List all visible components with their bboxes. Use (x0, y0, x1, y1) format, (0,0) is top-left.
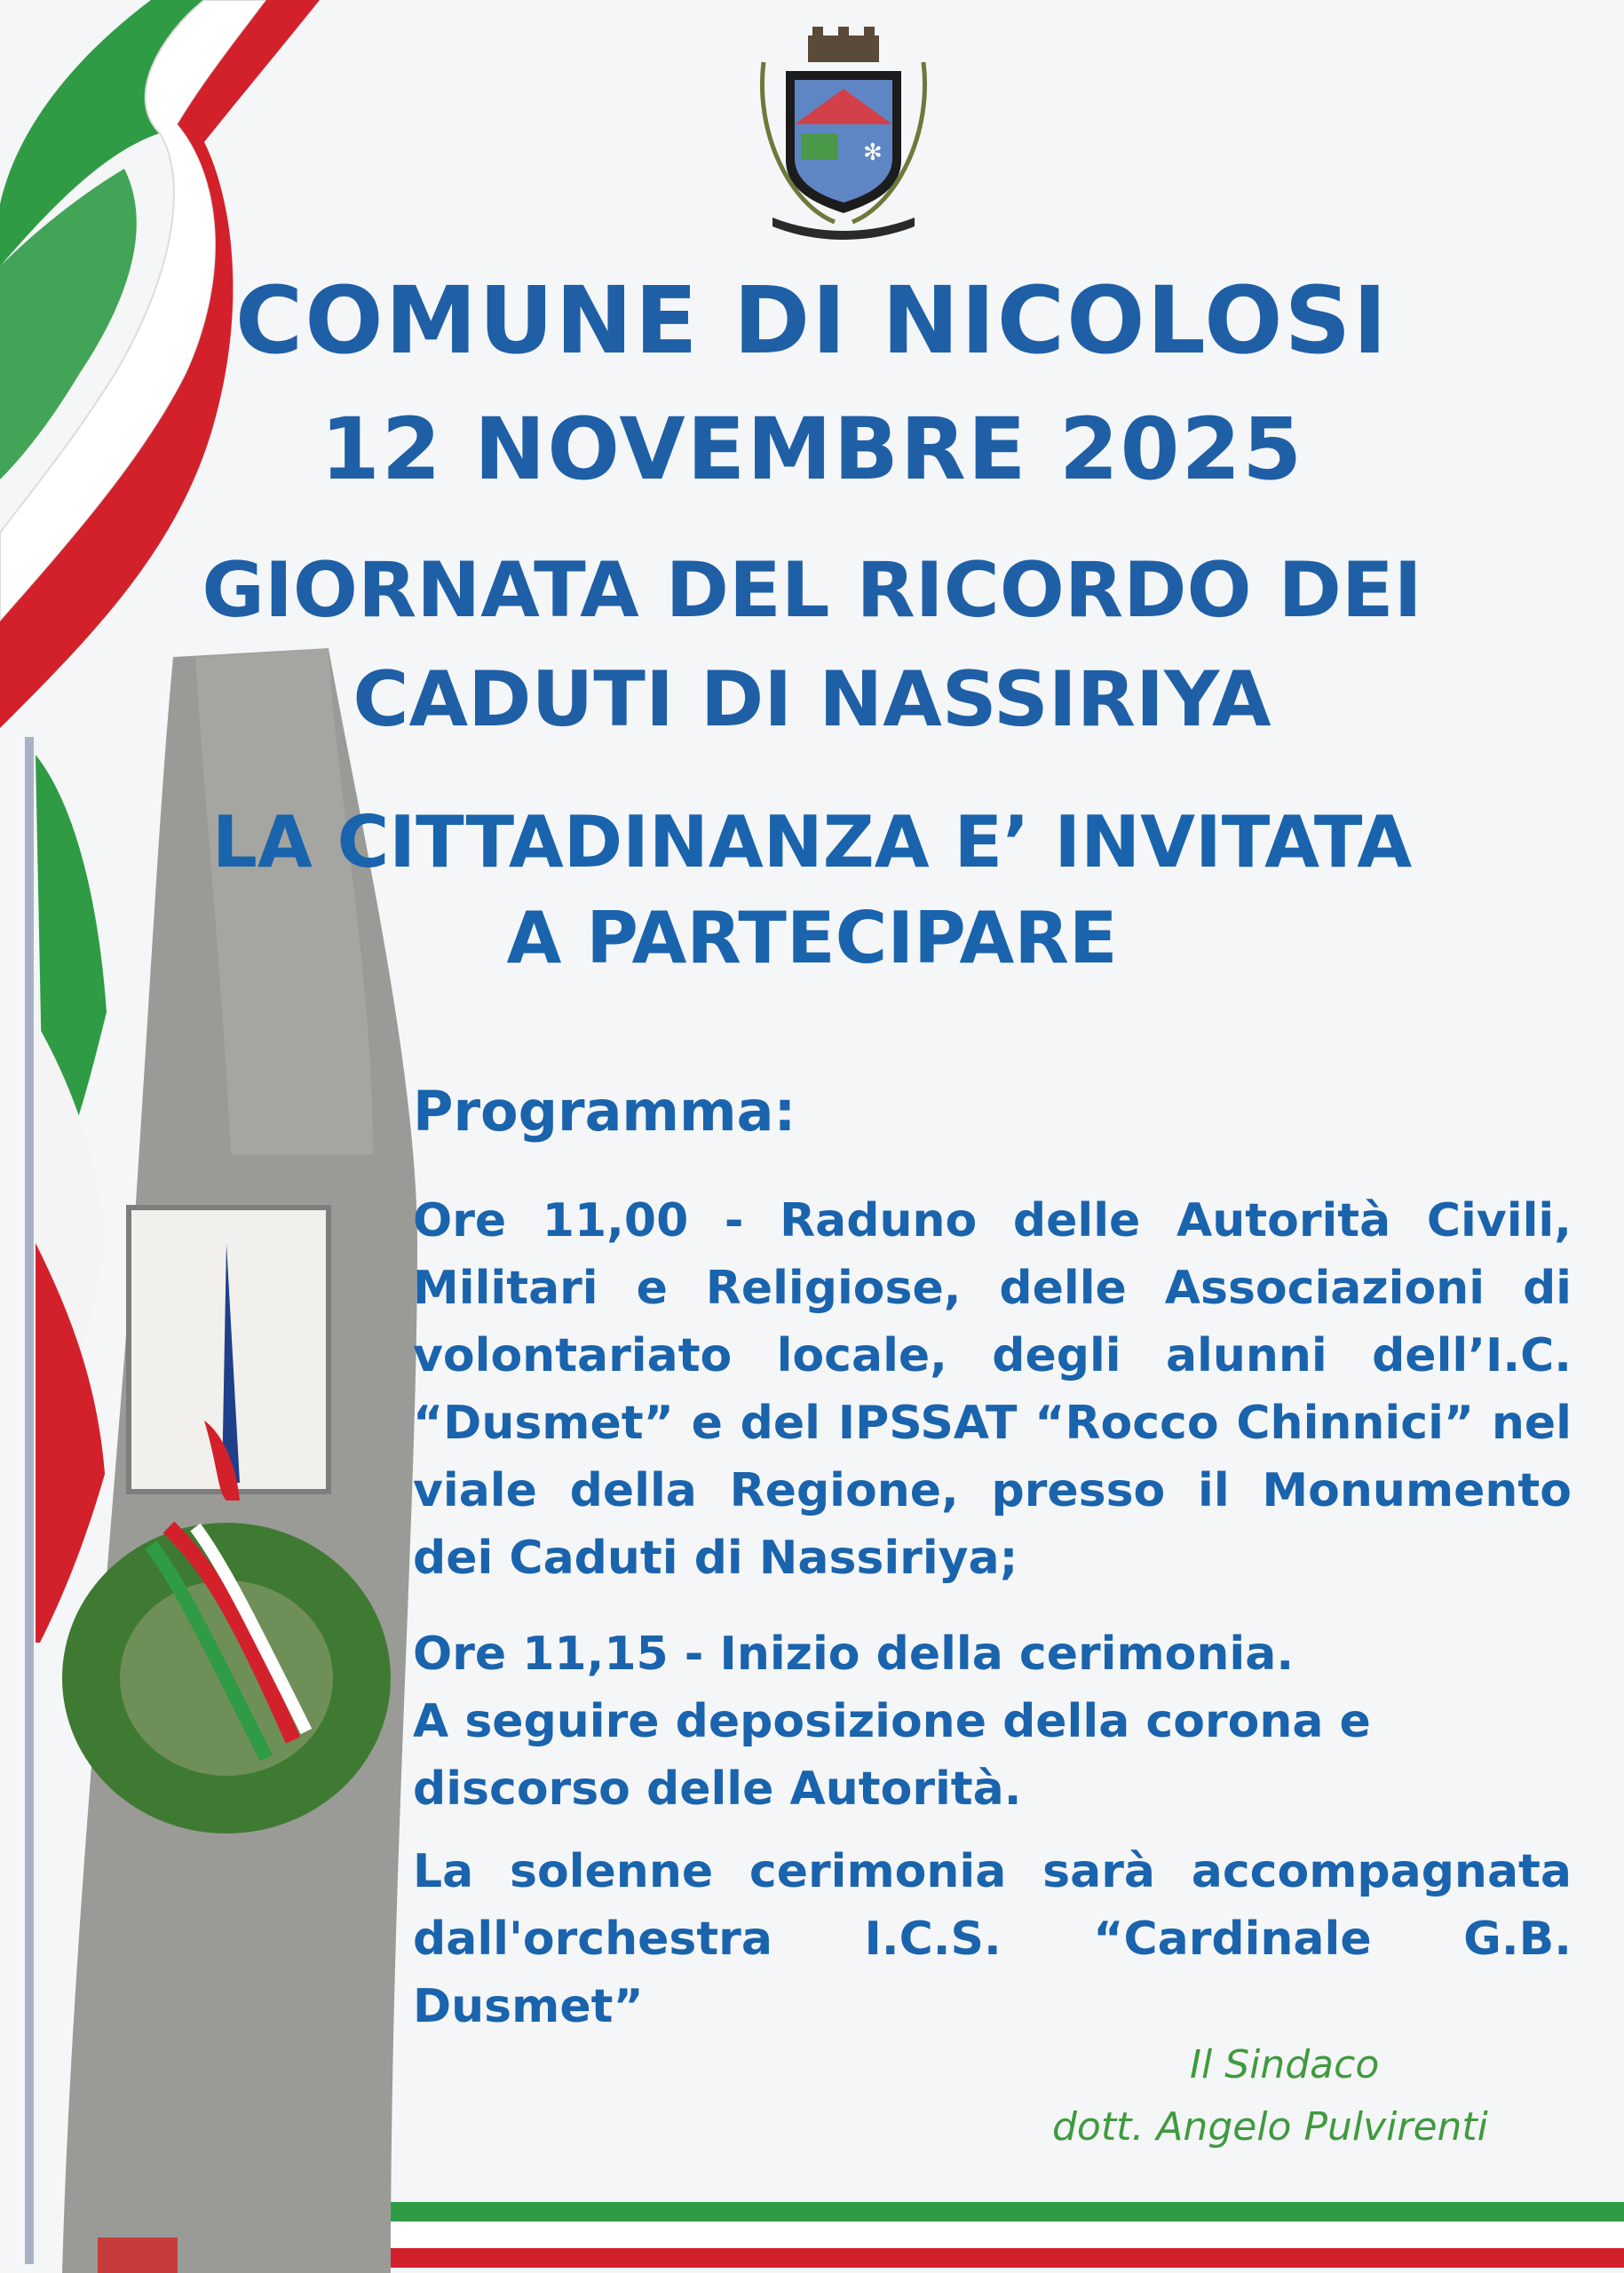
program-item-2-line1: Ore 11,15 - Inizio della cerimonia. (413, 1628, 1295, 1681)
event-title-line1: GIORNATA DEL RICORDO DEI (202, 546, 1422, 635)
signature-name: dott. Angelo Pulvirenti (1052, 2104, 1488, 2150)
signature-role: Il Sindaco (1190, 2042, 1380, 2087)
program-item-2 (413, 1620, 1572, 1823)
program-item-1: Ore 11,00 - Raduno delle Autorità Civili, Militari e Religiose, delle Associazioni di volontariato locale, degli alunni dell’I.C. “Dusmet” e del IPSSAT “Rocco Chinnici” nel viale della Regione, presso il Monumento dei Caduti di Nassiriya; (413, 1194, 1572, 1585)
municipal-crest-icon (737, 27, 950, 240)
program-item-3: La solenne cerimonia sarà accompagnata dall'orchestra I.C.S. “Cardinale G.B. Dusmet” (413, 1845, 1572, 2033)
invitation-line1: LA CITTADINANZA E’ INVITATA (211, 801, 1413, 883)
event-date: 12 NOVEMBRE 2025 (320, 400, 1304, 499)
program-item-2-line2: A seguire deposizione della corona e discorso delle Autorità. (413, 1695, 1371, 1816)
tricolor-footer-stripes (391, 2193, 1624, 2273)
page-title: COMUNE DI NICOLOSI (234, 266, 1390, 375)
event-title-line2: CADUTI DI NASSIRIYA (353, 655, 1271, 744)
invitation-line2: A PARTECIPARE (506, 897, 1118, 979)
svg-text:✻: ✻ (863, 139, 883, 166)
program-heading: Programma: (413, 1079, 796, 1144)
